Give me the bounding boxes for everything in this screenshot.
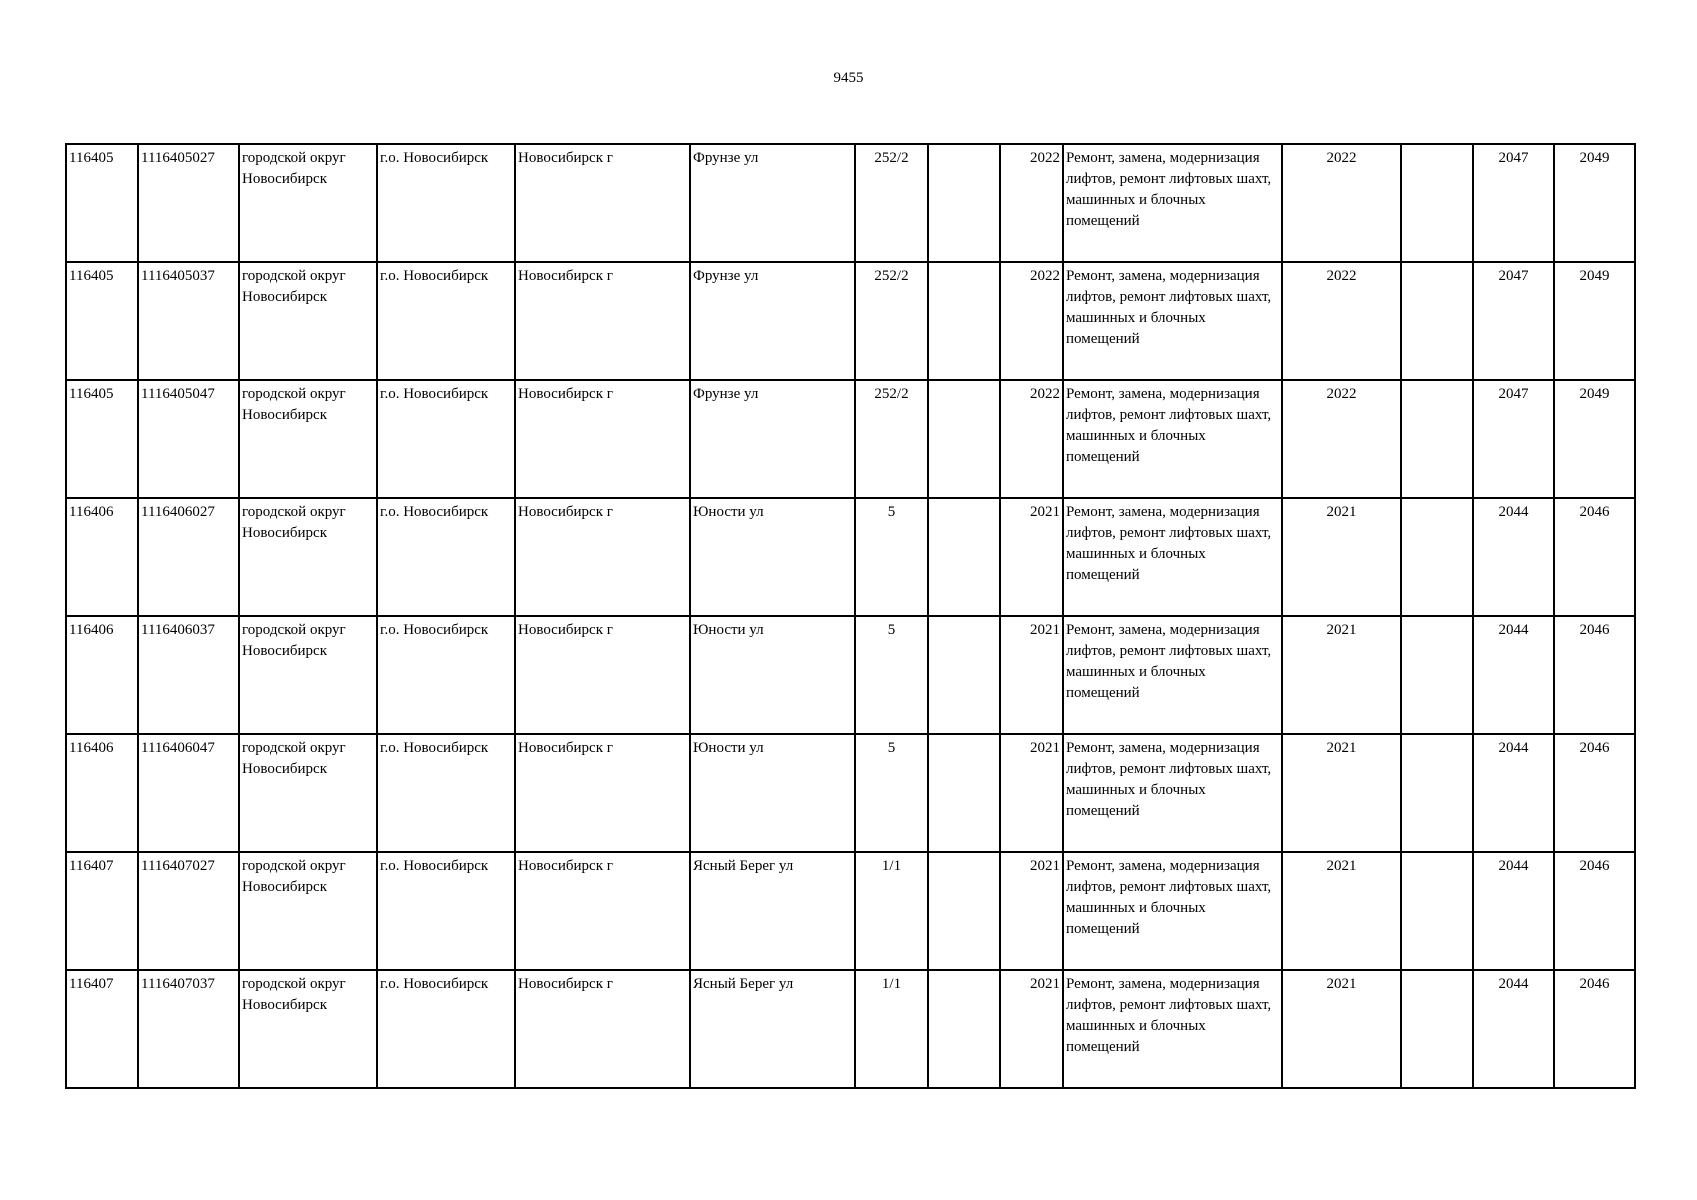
element-code-cell: 1116405047 [138, 380, 239, 498]
house-id-cell: 116406 [66, 734, 138, 852]
district-cell: городской округ Новосибирск [239, 262, 377, 380]
house-id-cell: 116405 [66, 380, 138, 498]
year-cell: 2021 [1000, 616, 1063, 734]
street-cell: Юности ул [690, 616, 855, 734]
empty-cell [1401, 734, 1473, 852]
work-type-cell: Ремонт, замена, модернизация лифтов, ремонт лифтовых шахт, машинных и блочных помещений [1063, 144, 1282, 262]
municipality-cell: г.о. Новосибирск [377, 262, 515, 380]
year-cell: 2021 [1000, 970, 1063, 1088]
city-cell: Новосибирск г [515, 380, 690, 498]
empty-cell [928, 498, 1000, 616]
work-type-cell: Ремонт, замена, модернизация лифтов, ремонт лифтовых шахт, машинных и блочных помещений [1063, 380, 1282, 498]
next-year-end-cell: 2049 [1554, 144, 1635, 262]
element-code-cell: 1116405027 [138, 144, 239, 262]
empty-cell [1401, 262, 1473, 380]
municipality-cell: г.о. Новосибирск [377, 734, 515, 852]
district-cell: городской округ Новосибирск [239, 970, 377, 1088]
municipality-cell: г.о. Новосибирск [377, 380, 515, 498]
empty-cell [1401, 380, 1473, 498]
street-cell: Ясный Берег ул [690, 852, 855, 970]
district-cell: городской округ Новосибирск [239, 734, 377, 852]
table-row [66, 970, 1635, 1088]
house-number-cell: 5 [855, 616, 928, 734]
next-year-start-cell: 2047 [1473, 380, 1554, 498]
next-year-start-cell: 2044 [1473, 970, 1554, 1088]
next-year-start-cell: 2047 [1473, 262, 1554, 380]
table-row [66, 144, 1635, 262]
city-cell: Новосибирск г [515, 262, 690, 380]
work-type-cell: Ремонт, замена, модернизация лифтов, ремонт лифтовых шахт, машинных и блочных помещений [1063, 852, 1282, 970]
year-cell: 2021 [1000, 852, 1063, 970]
plan-year-cell: 2022 [1282, 380, 1401, 498]
city-cell: Новосибирск г [515, 734, 690, 852]
house-number-cell: 5 [855, 734, 928, 852]
empty-cell [928, 380, 1000, 498]
element-code-cell: 1116407037 [138, 970, 239, 1088]
municipality-cell: г.о. Новосибирск [377, 498, 515, 616]
house-id-cell: 116406 [66, 498, 138, 616]
house-number-cell: 1/1 [855, 970, 928, 1088]
empty-cell [928, 144, 1000, 262]
plan-year-cell: 2022 [1282, 144, 1401, 262]
municipality-cell: г.о. Новосибирск [377, 616, 515, 734]
district-cell: городской округ Новосибирск [239, 144, 377, 262]
empty-cell [1401, 498, 1473, 616]
district-cell: городской округ Новосибирск [239, 380, 377, 498]
year-cell: 2021 [1000, 734, 1063, 852]
next-year-start-cell: 2044 [1473, 616, 1554, 734]
house-id-cell: 116405 [66, 144, 138, 262]
table-row [66, 734, 1635, 852]
house-number-cell: 252/2 [855, 144, 928, 262]
table-row [66, 498, 1635, 616]
empty-cell [1401, 970, 1473, 1088]
city-cell: Новосибирск г [515, 852, 690, 970]
house-id-cell: 116405 [66, 262, 138, 380]
table-row [66, 380, 1635, 498]
work-type-cell: Ремонт, замена, модернизация лифтов, ремонт лифтовых шахт, машинных и блочных помещений [1063, 498, 1282, 616]
street-cell: Ясный Берег ул [690, 970, 855, 1088]
city-cell: Новосибирск г [515, 616, 690, 734]
table-row [66, 852, 1635, 970]
year-cell: 2021 [1000, 498, 1063, 616]
municipality-cell: г.о. Новосибирск [377, 144, 515, 262]
street-cell: Фрунзе ул [690, 262, 855, 380]
work-type-cell: Ремонт, замена, модернизация лифтов, ремонт лифтовых шахт, машинных и блочных помещений [1063, 616, 1282, 734]
house-number-cell: 252/2 [855, 262, 928, 380]
plan-year-cell: 2021 [1282, 970, 1401, 1088]
next-year-end-cell: 2046 [1554, 616, 1635, 734]
next-year-end-cell: 2046 [1554, 970, 1635, 1088]
next-year-end-cell: 2046 [1554, 734, 1635, 852]
street-cell: Юности ул [690, 498, 855, 616]
empty-cell [1401, 616, 1473, 734]
house-number-cell: 252/2 [855, 380, 928, 498]
page-number: 9455 [833, 70, 864, 86]
element-code-cell: 1116407027 [138, 852, 239, 970]
house-id-cell: 116407 [66, 970, 138, 1088]
registry-table [65, 143, 1636, 1089]
city-cell: Новосибирск г [515, 498, 690, 616]
district-cell: городской округ Новосибирск [239, 852, 377, 970]
empty-cell [928, 616, 1000, 734]
city-cell: Новосибирск г [515, 970, 690, 1088]
municipality-cell: г.о. Новосибирск [377, 970, 515, 1088]
district-cell: городской округ Новосибирск [239, 616, 377, 734]
plan-year-cell: 2022 [1282, 262, 1401, 380]
element-code-cell: 1116406027 [138, 498, 239, 616]
street-cell: Фрунзе ул [690, 144, 855, 262]
empty-cell [928, 262, 1000, 380]
plan-year-cell: 2021 [1282, 616, 1401, 734]
table-row [66, 616, 1635, 734]
street-cell: Фрунзе ул [690, 380, 855, 498]
house-id-cell: 116407 [66, 852, 138, 970]
year-cell: 2022 [1000, 262, 1063, 380]
next-year-end-cell: 2046 [1554, 852, 1635, 970]
element-code-cell: 1116405037 [138, 262, 239, 380]
house-id-cell: 116406 [66, 616, 138, 734]
city-cell: Новосибирск г [515, 144, 690, 262]
work-type-cell: Ремонт, замена, модернизация лифтов, ремонт лифтовых шахт, машинных и блочных помещений [1063, 262, 1282, 380]
next-year-end-cell: 2049 [1554, 380, 1635, 498]
district-cell: городской округ Новосибирск [239, 498, 377, 616]
next-year-end-cell: 2049 [1554, 262, 1635, 380]
next-year-start-cell: 2044 [1473, 852, 1554, 970]
house-number-cell: 1/1 [855, 852, 928, 970]
empty-cell [1401, 144, 1473, 262]
element-code-cell: 1116406047 [138, 734, 239, 852]
table-row [66, 262, 1635, 380]
empty-cell [928, 734, 1000, 852]
plan-year-cell: 2021 [1282, 734, 1401, 852]
next-year-end-cell: 2046 [1554, 498, 1635, 616]
next-year-start-cell: 2047 [1473, 144, 1554, 262]
empty-cell [928, 970, 1000, 1088]
element-code-cell: 1116406037 [138, 616, 239, 734]
municipality-cell: г.о. Новосибирск [377, 852, 515, 970]
work-type-cell: Ремонт, замена, модернизация лифтов, ремонт лифтовых шахт, машинных и блочных помещений [1063, 970, 1282, 1088]
next-year-start-cell: 2044 [1473, 734, 1554, 852]
work-type-cell: Ремонт, замена, модернизация лифтов, ремонт лифтовых шахт, машинных и блочных помещений [1063, 734, 1282, 852]
plan-year-cell: 2021 [1282, 498, 1401, 616]
year-cell: 2022 [1000, 144, 1063, 262]
year-cell: 2022 [1000, 380, 1063, 498]
house-number-cell: 5 [855, 498, 928, 616]
next-year-start-cell: 2044 [1473, 498, 1554, 616]
street-cell: Юности ул [690, 734, 855, 852]
empty-cell [1401, 852, 1473, 970]
plan-year-cell: 2021 [1282, 852, 1401, 970]
empty-cell [928, 852, 1000, 970]
